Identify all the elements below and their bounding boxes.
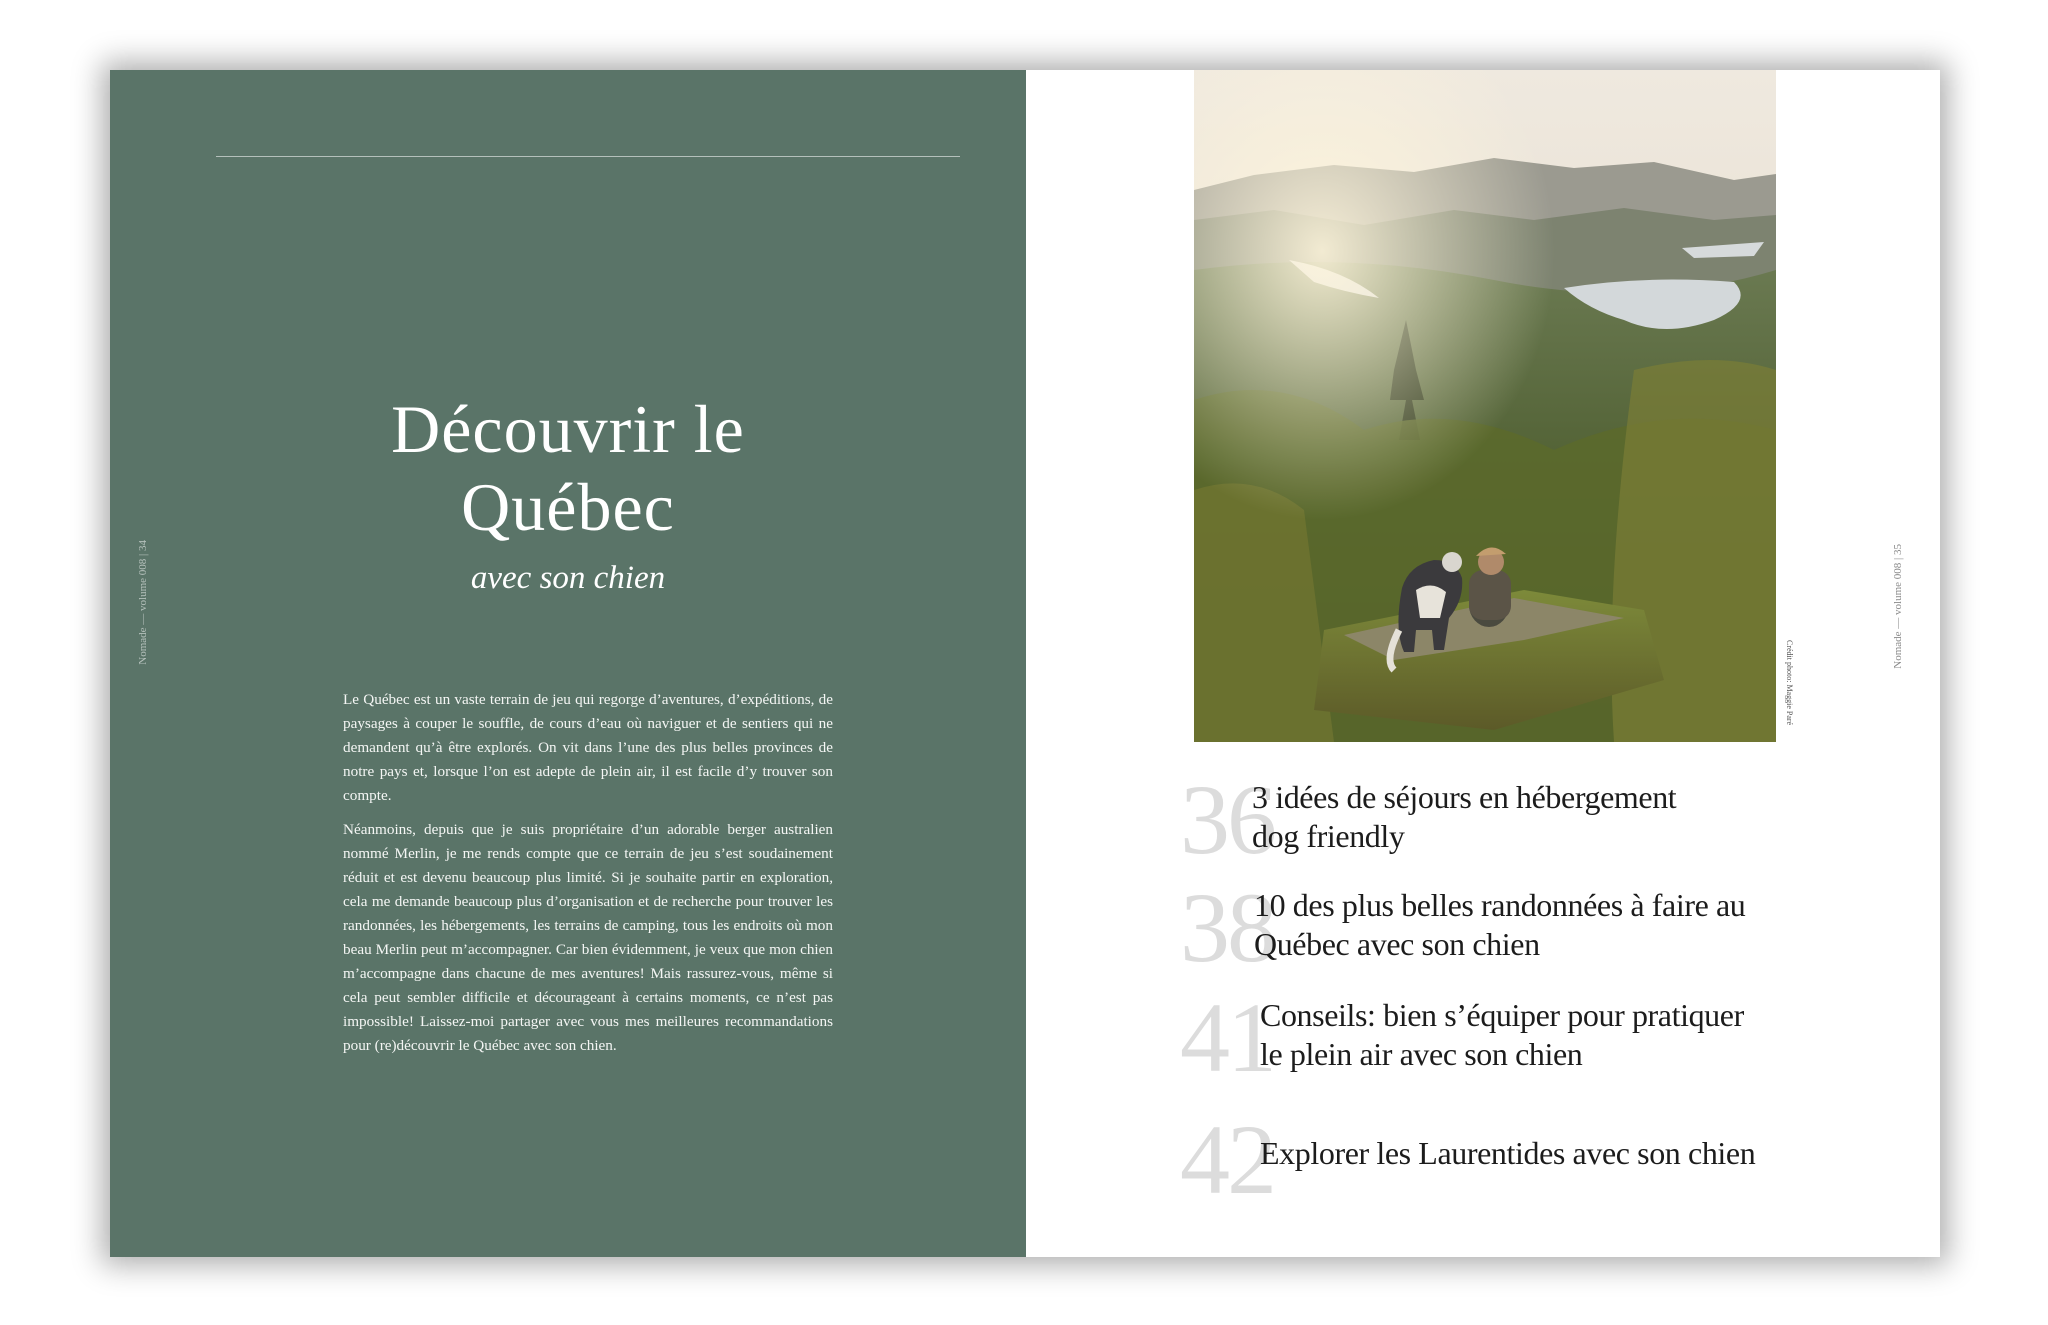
toc-title-line-2: dog friendly bbox=[1252, 818, 1405, 854]
magazine-spread bbox=[110, 70, 1940, 1257]
page-subtitle: avec son chien bbox=[470, 560, 666, 596]
toc-item[interactable] bbox=[1180, 1104, 1820, 1220]
toc-title bbox=[1252, 778, 1676, 856]
toc-item[interactable] bbox=[1180, 982, 1820, 1098]
paragraph-1: Le Québec est un vaste terrain de jeu qui regorge d’aventures, d’expéditions, de paysages à couper le souffle, de cours d’eau où naviguer et de sentiers qui ne demandent qu’à être explorés. On vit dans l’une des plus belles provinces de notre pays et, lorsque l’on est adepte de plein air, il est facile d’y trouver son compte. bbox=[343, 691, 833, 804]
photo-credit: Crédit photo: Maggie Paré bbox=[1785, 640, 1794, 726]
landscape-photo bbox=[1194, 70, 1776, 742]
toc-title-line-1: 3 idées de séjours en hébergement bbox=[1252, 779, 1677, 815]
toc-item[interactable] bbox=[1180, 764, 1820, 880]
right-page bbox=[1026, 70, 1940, 1257]
toc-title-line-2: le plein air avec son chien bbox=[1260, 1036, 1583, 1072]
left-folio: Nomade — volume 008 | 34 bbox=[137, 540, 149, 665]
title-line-2: Québec bbox=[461, 469, 675, 545]
right-folio: Nomade — volume 008 | 35 bbox=[1892, 544, 1904, 669]
toc-page-number: 36 bbox=[1180, 764, 1274, 875]
toc-title-line-2: Québec avec son chien bbox=[1254, 926, 1540, 962]
toc-title bbox=[1254, 886, 1745, 964]
top-rule bbox=[216, 156, 960, 157]
toc-page-number: 41 bbox=[1180, 982, 1274, 1093]
page-title bbox=[110, 390, 1026, 546]
paragraph-2: Néanmoins, depuis que je suis propriétaire d’un adorable berger australien nommé Merlin, je me rends compte que ce terrain de jeu s’est soudainement réduit et est devenu beaucoup plus limité. Si je souhaite partir en exploration, cela me demande beaucoup plus d’organisation et de recherche pour trouver les randonnées, les hébergements, les terrains de camping, tous les endroits où mon beau Merlin peut m’accompagner. Car bien évidemment, je veux que mon chien m’accompagne dans chacune de mes aventures! Mais rassurez-vous, même si cela peut sembler difficile et décourageant à certains moments, ce n’est pas impossible! Laissez-moi partager avec vous mes meilleures recommandations pour (re)découvrir le Québec avec son chien. bbox=[343, 821, 833, 1054]
title-line-1: Découvrir le bbox=[391, 391, 745, 467]
title-block bbox=[110, 390, 1026, 598]
toc-title-line-1: Conseils: bien s’équiper pour pratiquer bbox=[1260, 997, 1744, 1033]
toc-title-line-1: 10 des plus belles randonnées à faire au bbox=[1254, 887, 1746, 923]
toc-page-number: 38 bbox=[1180, 872, 1274, 983]
left-page bbox=[110, 70, 1026, 1257]
toc-title-line-1: Explorer les Laurentides avec son chien bbox=[1260, 1135, 1756, 1171]
article-body bbox=[343, 688, 833, 1068]
toc-page-number: 42 bbox=[1180, 1104, 1274, 1215]
toc-title bbox=[1260, 996, 1744, 1074]
toc-item[interactable] bbox=[1180, 872, 1820, 988]
toc-title bbox=[1260, 1134, 1755, 1173]
